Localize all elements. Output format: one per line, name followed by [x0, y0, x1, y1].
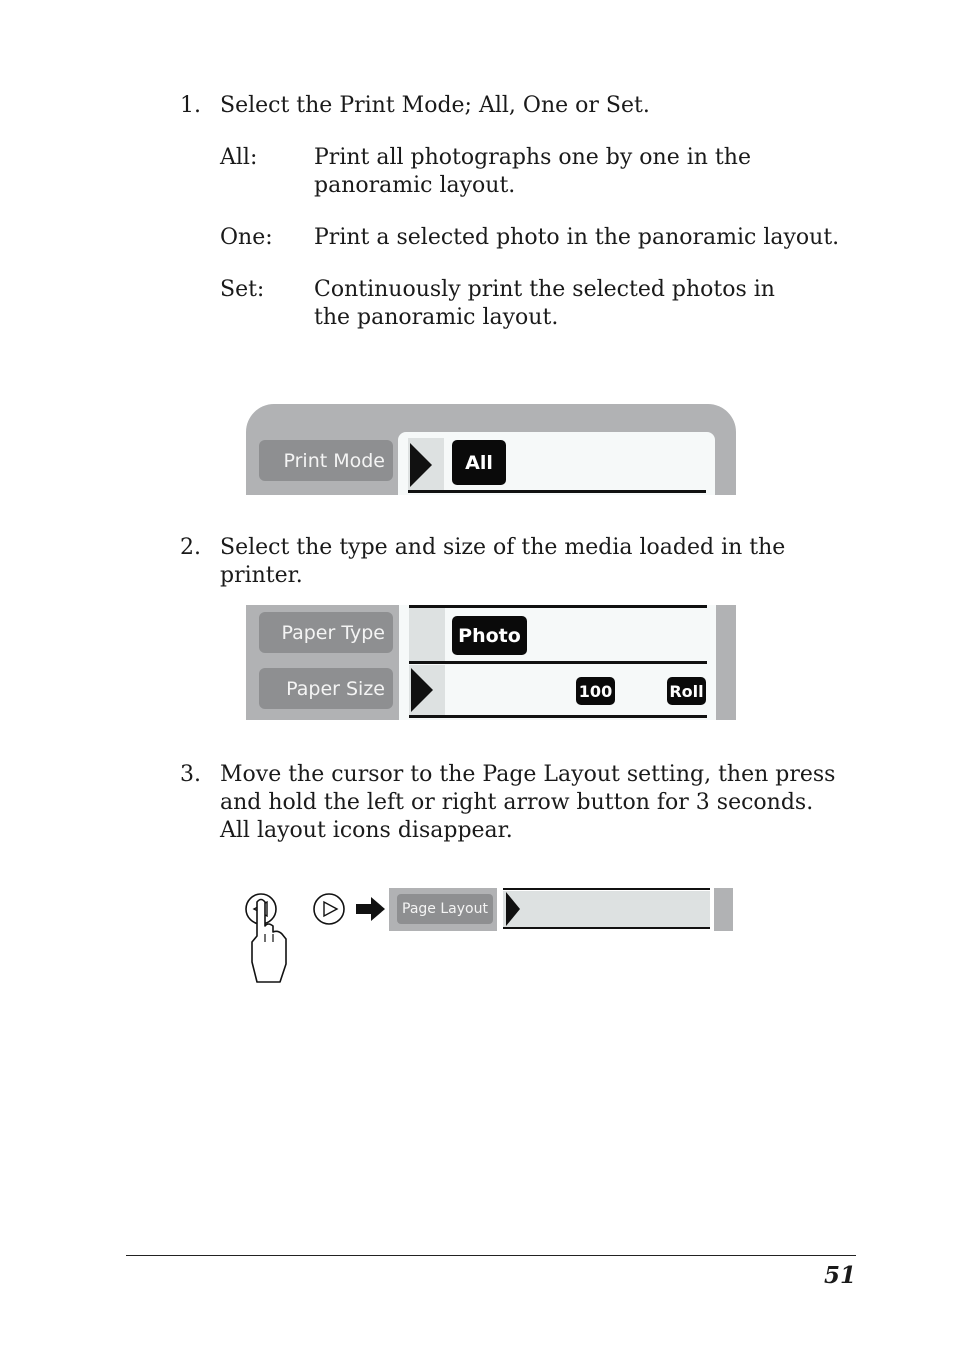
- cursor-cell: [503, 891, 710, 927]
- step-number: 1.: [180, 93, 201, 118]
- lcd-screen: [398, 432, 715, 495]
- divider: [503, 927, 710, 929]
- mode-term: Set:: [220, 277, 265, 302]
- paper-size-value[interactable]: 100: [576, 677, 615, 705]
- divider: [409, 715, 707, 718]
- page-layout-panel: [389, 888, 733, 931]
- page-number: 51: [823, 1262, 856, 1289]
- mode-description: Continuously print the selected photos in the panoramic layout.: [314, 277, 775, 330]
- divider: [409, 605, 707, 608]
- mode-description: Print a selected photo in the panoramic layout.: [314, 225, 840, 250]
- step-text: Move the cursor to the Page Layout setting, then press and hold the left or right arrow button for 3 seconds. All layout icons disappear.: [220, 762, 836, 843]
- page-layout-label: Page Layout: [397, 894, 493, 924]
- divider: [503, 888, 710, 890]
- print-mode-label: Print Mode: [259, 440, 393, 481]
- footer-rule: [126, 1255, 856, 1256]
- step-text: Select the type and size of the media loaded in the printer.: [220, 535, 786, 588]
- print-mode-value[interactable]: All: [452, 440, 506, 485]
- lcd-screen: [399, 605, 716, 720]
- lcd-screen: [497, 888, 714, 931]
- paper-type-value[interactable]: Photo: [452, 616, 527, 655]
- paper-type-label: Paper Type: [259, 612, 393, 653]
- right-arrow-button-icon[interactable]: [312, 892, 346, 926]
- hand-pressing-left-button-icon: [240, 888, 295, 988]
- print-mode-panel: [246, 404, 736, 495]
- step-number: 2.: [180, 535, 201, 560]
- step-number: 3.: [180, 762, 201, 787]
- paper-size-roll[interactable]: Roll: [667, 677, 706, 705]
- mode-term: One:: [220, 225, 273, 250]
- step-text: Select the Print Mode; All, One or Set.: [220, 93, 650, 118]
- divider: [409, 661, 707, 664]
- cursor-arrow-icon: [506, 892, 520, 926]
- cursor-arrow-icon: [410, 443, 432, 487]
- paper-panel: [246, 605, 736, 720]
- paper-size-label: Paper Size: [259, 668, 393, 709]
- divider: [408, 490, 706, 493]
- mode-description: Print all photographs one by one in the panoramic layout.: [314, 145, 751, 198]
- arrow-right-icon: [354, 896, 386, 922]
- cursor-arrow-icon: [411, 668, 433, 712]
- mode-term: All:: [220, 145, 258, 170]
- cell: [409, 608, 445, 662]
